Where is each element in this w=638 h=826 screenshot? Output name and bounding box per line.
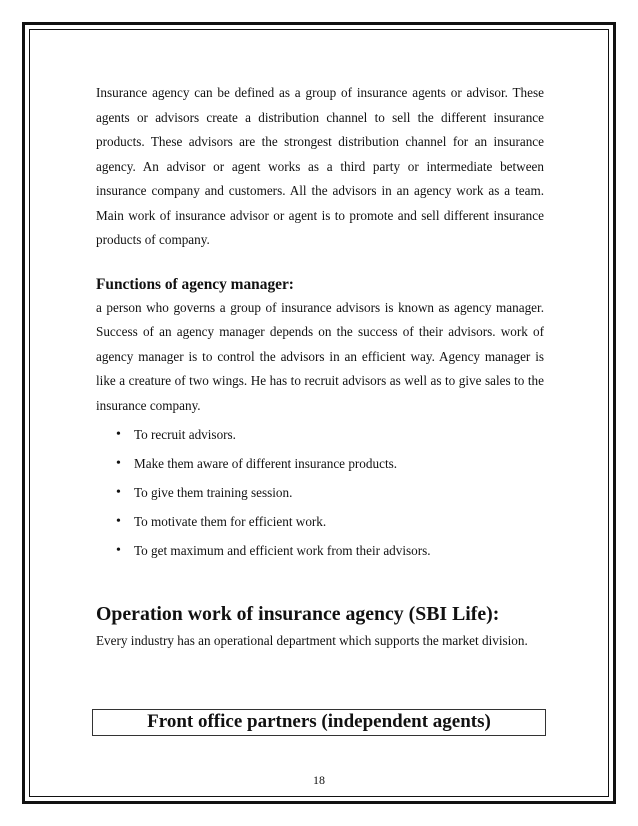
functions-list [96,420,544,565]
list-item [96,420,544,449]
bullet-icon: • [116,456,121,471]
bullet-icon: • [116,485,121,500]
list-item [96,507,544,536]
page-number: 18 [313,773,325,787]
list-item-text: To give them training session. [134,485,293,500]
bullet-icon: • [116,427,121,442]
operation-heading: Operation work of insurance agency (SBI Life): [96,603,500,625]
list-item [96,449,544,478]
list-item-text: To motivate them for efficient work. [134,514,327,529]
operation-paragraph: Every industry has an operational department which supports the market division. [96,633,528,648]
front-office-heading-box: Front office partners (independent agents) [92,709,546,736]
page-content [96,81,544,654]
list-item-text: To get maximum and efficient work from their advisors. [134,543,431,558]
bullet-icon: • [116,543,121,558]
intro-paragraph: Insurance agency can be defined as a group of insurance agents or advisor. These agents or advisors create a distribution channel to sell the different insurance products. These advisors are the strongest distribution channel for an insurance agency. An advisor or agent works as a third party or intermediate between insurance company and customers. All the advisors in an agency work as a team. Main work of insurance advisor or agent is to promote and sell different insurance products of company. [96,85,544,247]
bullet-icon: • [116,514,121,529]
functions-heading: Functions of agency manager: [96,275,294,293]
list-item [96,478,544,507]
list-item [96,536,544,565]
functions-paragraph: a person who governs a group of insurance advisors is known as agency manager. Success of an agency manager depends on the success of their advisors. work of agency manager is to control the advisors in an efficient way. Agency manager is like a creature of two wings. He has to recruit advisors as well as to give sales to the insurance company. [96,299,544,413]
list-item-text: To recruit advisors. [134,427,236,442]
list-item-text: Make them aware of different insurance products. [134,456,398,471]
